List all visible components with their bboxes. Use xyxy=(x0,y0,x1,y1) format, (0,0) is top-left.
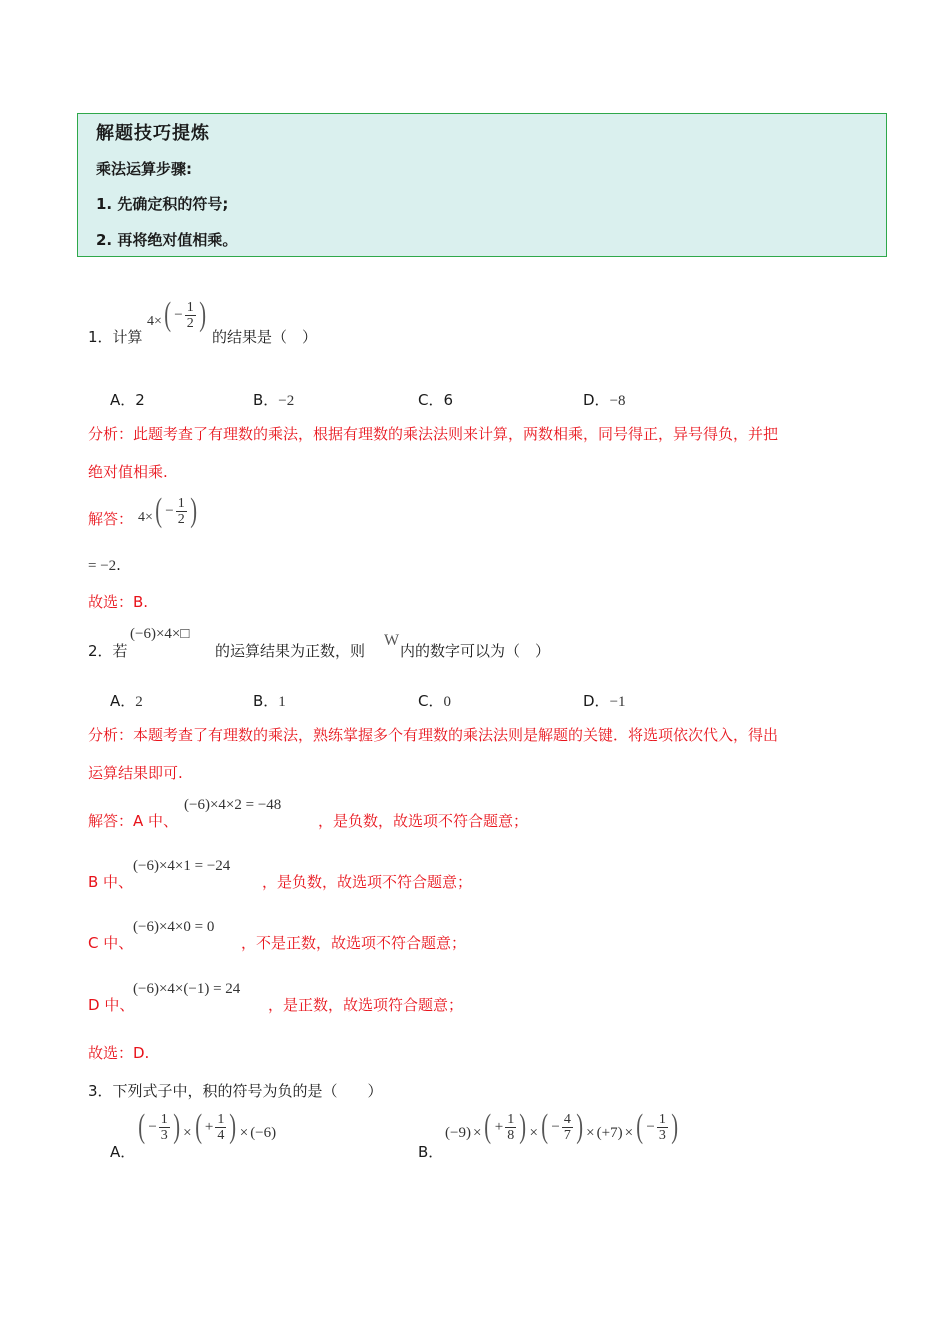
q3-b-f2-den: 7 xyxy=(563,1127,571,1143)
q1-answer-frac-den: 2 xyxy=(177,511,185,527)
q2-w: W xyxy=(384,632,400,649)
q3-b-times-4: × xyxy=(624,1125,634,1141)
q2-row-a-expr: (−6)×4×2 = −48 xyxy=(184,797,282,813)
q1-answer-expr-lead: 4× xyxy=(138,510,153,525)
q2-row-a-tail: ，是负数，故选项不符合题意； xyxy=(318,812,529,830)
q2-option-d[interactable] xyxy=(583,690,626,711)
q1-answer-label: 解答： xyxy=(88,510,134,528)
q1-choice: 故选：B. xyxy=(88,593,149,611)
q3-a-times-1: × xyxy=(183,1125,192,1141)
q2-row-d-tail: ，是正数，故选项符合题意； xyxy=(268,996,464,1014)
q3-b-f3-den: 3 xyxy=(658,1127,666,1143)
q1-option-b-value: −2 xyxy=(278,393,295,409)
q1-answer-expression: 4× ( − $\frac{1}{2}$ ) xyxy=(138,492,197,529)
q3-option-a-expression: ( − $\frac{1}{3}$ ) × ( + $\frac{1}{4}$ ) × (−6) xyxy=(138,1108,277,1145)
q1-option-c[interactable] xyxy=(418,389,453,410)
q3-a-f1-sign: − xyxy=(148,1118,157,1135)
q2-option-c-label: C． xyxy=(418,692,444,710)
q3-b-f2-sign: − xyxy=(551,1118,560,1135)
q2-mid: 的运算结果为正数，则 xyxy=(215,642,366,660)
q1-option-d-label: D． xyxy=(583,391,610,409)
q1-analysis-line-1: 分析：此题考查了有理数的乘法，根据有理数的乘法法则来计算，两数相乘，同号得正，异号得负，并把 xyxy=(88,425,779,443)
q3-b-times-1: × xyxy=(472,1125,482,1141)
q3-a-f2-num: 1 xyxy=(217,1111,225,1127)
q2-analysis-line-2: 运算结果即可. xyxy=(88,764,183,782)
q2-option-a-label: A． xyxy=(110,692,136,710)
q3-b-f1-den: 8 xyxy=(507,1127,515,1143)
q3-b-mid: (+7) xyxy=(596,1125,623,1141)
q1-suffix: 的结果是（ ） xyxy=(212,328,318,346)
q2-row-c-lead: C 中、 xyxy=(88,934,134,952)
tip-box xyxy=(77,113,887,257)
q1-option-a-label: A． xyxy=(110,391,136,409)
q1-answer-frac-sign: − xyxy=(165,502,174,519)
q3-b-f1-num: 1 xyxy=(507,1111,515,1127)
q3-option-b-label[interactable]: B． xyxy=(418,1143,444,1161)
q1-option-c-value: 6 xyxy=(443,391,454,409)
q2-option-b-value: 1 xyxy=(278,694,286,710)
q3-a-f1-num: 1 xyxy=(160,1111,168,1127)
q2-expression: (−6)×4×□ xyxy=(130,626,190,642)
q2-option-d-value: −1 xyxy=(609,694,626,710)
q1-expr-lead: 4× xyxy=(147,314,162,329)
q1-option-c-label: C． xyxy=(418,391,444,409)
q1-answer-result-tail: . xyxy=(116,556,121,574)
q3-b-lead: (−9) xyxy=(445,1125,471,1141)
tip-title: 解题技巧提炼 xyxy=(96,123,210,144)
q3-b-f3-sign: − xyxy=(646,1118,655,1135)
q3-a-times-2: × xyxy=(239,1125,249,1141)
q1-frac-sign: − xyxy=(174,306,183,323)
q1-option-a-value: 2 xyxy=(135,391,145,409)
q3-a-f2-sign: + xyxy=(204,1118,214,1135)
q1-option-a[interactable] xyxy=(110,389,145,410)
q1-frac-den: 2 xyxy=(186,315,194,331)
q2-row-b-lead: B 中、 xyxy=(88,873,134,891)
q2-choice: 故选：D. xyxy=(88,1044,150,1062)
q3-a-f1-den: 3 xyxy=(160,1127,168,1143)
q2-row-c-expr: (−6)×4×0 = 0 xyxy=(133,919,215,935)
q2-analysis-line-1: 分析：本题考查了有理数的乘法，熟练掌握多个有理数的乘法法则是解题的关键．将选项依次代入，得出 xyxy=(88,726,779,744)
q1-analysis-line-2: 绝对值相乘. xyxy=(88,463,168,481)
q2-row-a-lead: 解答：A 中、 xyxy=(88,812,179,830)
tip-line-2: 1. 先确定积的符号; xyxy=(96,195,229,213)
q1-option-d-value: −8 xyxy=(609,393,626,409)
q1-option-d[interactable] xyxy=(583,389,626,410)
q3-prompt: 3．下列式子中，积的符号为负的是（ ） xyxy=(88,1082,383,1100)
q3-b-times-3: × xyxy=(586,1125,595,1141)
q1-fraction-group: ( − $\frac{1}{2}$ ) xyxy=(164,296,206,333)
q2-row-c-tail: ，不是正数，故选项不符合题意； xyxy=(241,934,467,952)
q2-option-a[interactable] xyxy=(110,690,143,711)
q2-row-d-lead: D 中、 xyxy=(88,996,135,1014)
q2-row-d-expr: (−6)×4×(−1) = 24 xyxy=(133,981,241,997)
q1-answer-result xyxy=(88,555,121,576)
q2-option-d-label: D． xyxy=(583,692,610,710)
q2-option-b-label: B． xyxy=(253,692,279,710)
q1-option-b[interactable] xyxy=(253,389,294,410)
q3-b-f3-num: 1 xyxy=(658,1111,666,1127)
q1-answer-result-value: = −2 xyxy=(88,558,117,574)
q3-option-a-label[interactable]: A． xyxy=(110,1143,136,1161)
q3-b-f1-sign: + xyxy=(494,1118,504,1135)
q2-option-a-value: 2 xyxy=(135,694,143,710)
q3-b-f2-num: 4 xyxy=(563,1111,571,1127)
q2-suffix: 内的数字可以为（ ） xyxy=(400,642,551,660)
q1-expression xyxy=(147,298,208,332)
q3-a-tail: (−6) xyxy=(250,1125,277,1141)
tip-line-1: 乘法运算步骤: xyxy=(96,160,192,178)
q2-row-b-expr: (−6)×4×1 = −24 xyxy=(133,858,231,874)
tip-line-3: 2. 再将绝对值相乘。 xyxy=(96,231,238,249)
q2-option-c-value: 0 xyxy=(443,694,451,710)
q1-prefix: 1．计算 xyxy=(88,328,143,346)
q1-frac-num: 1 xyxy=(186,299,194,315)
q2-row-b-tail: ，是负数，故选项不符合题意； xyxy=(262,873,473,891)
q2-option-c[interactable] xyxy=(418,690,451,711)
q1-option-b-label: B． xyxy=(253,391,279,409)
q2-option-b[interactable] xyxy=(253,690,286,711)
q3-option-b-expression: (−9) × ( + $\frac{1}{8}$ ) × ( − $\frac{4}{7}$ ) × (+7) × ( − $\frac{1}{3}$ ) xyxy=(445,1108,678,1145)
q1-answer-frac-num: 1 xyxy=(177,495,185,511)
q3-b-times-2: × xyxy=(529,1125,539,1141)
q3-a-f2-den: 4 xyxy=(217,1127,225,1143)
q2-prefix: 2．若 xyxy=(88,642,128,660)
q1-fraction xyxy=(185,300,196,331)
